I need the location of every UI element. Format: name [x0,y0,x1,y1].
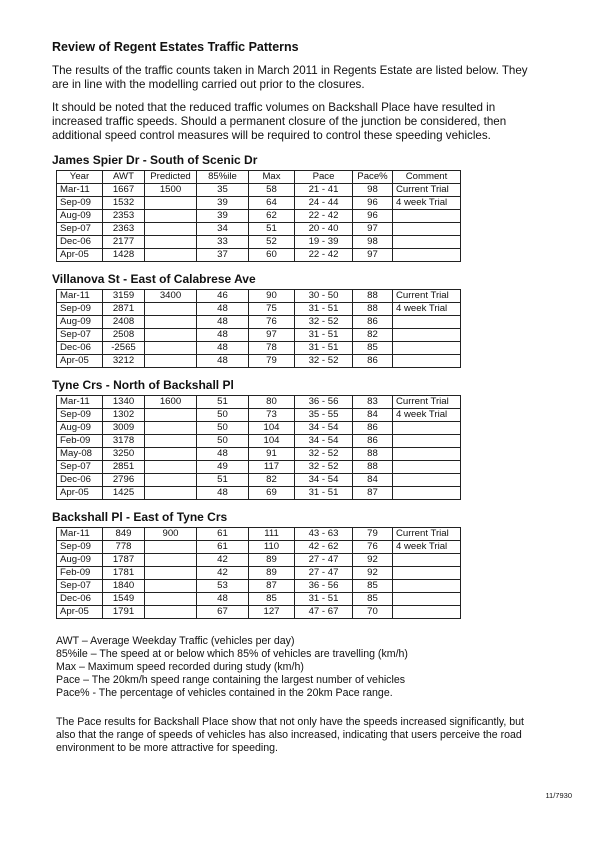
cell-85ile: 61 [197,541,249,554]
cell-awt: 1302 [103,409,145,422]
cell-pace-percent: 86 [353,422,393,435]
speed-note-paragraph: It should be noted that the reduced traffic volumes on Backshall Place have resulted in increased traffic speeds. Should a permanent closure of the junction be considered, then additional speed control measures will be required to control these speeding vehicles. [52,101,507,142]
table-row [57,355,461,368]
cell-year: Apr-05 [57,606,103,619]
cell-pace-percent: 84 [353,474,393,487]
cell-pace-percent: 76 [353,541,393,554]
cell-comment [393,223,461,236]
cell-year: Aug-09 [57,554,103,567]
cell-predicted [145,249,197,262]
cell-comment [393,580,461,593]
cell-pace: 36 - 56 [295,396,353,409]
cell-pace-percent: 98 [353,236,393,249]
cell-pace-percent: 96 [353,210,393,223]
cell-max: 127 [249,606,295,619]
cell-pace: 42 - 62 [295,541,353,554]
cell-85ile: 39 [197,210,249,223]
table-title: Tyne Crs - North of Backshall Pl [52,378,234,392]
cell-awt: 1532 [103,197,145,210]
traffic-table [56,395,461,500]
cell-85ile: 67 [197,606,249,619]
cell-awt: 2177 [103,236,145,249]
cell-predicted: 900 [145,528,197,541]
cell-85ile: 48 [197,487,249,500]
cell-comment [393,474,461,487]
cell-awt: 3178 [103,435,145,448]
cell-year: May-08 [57,448,103,461]
traffic-tables [52,153,538,619]
cell-comment [393,435,461,448]
document-title: Review of Regent Estates Traffic Patterns [52,40,299,54]
cell-comment: 4 week Trial [393,303,461,316]
column-header-pace-percent: Pace% [353,171,393,184]
cell-predicted [145,580,197,593]
cell-pace-percent: 88 [353,303,393,316]
cell-awt: 2796 [103,474,145,487]
cell-pace: 21 - 41 [295,184,353,197]
cell-max: 52 [249,236,295,249]
cell-max: 60 [249,249,295,262]
cell-pace-percent: 85 [353,580,393,593]
legend-awt: AWT – Average Weekday Traffic (vehicles per day) [56,635,295,647]
cell-awt: 849 [103,528,145,541]
cell-year: Sep-09 [57,541,103,554]
cell-pace-percent: 88 [353,448,393,461]
cell-pace: 32 - 52 [295,316,353,329]
cell-predicted: 3400 [145,290,197,303]
cell-predicted [145,435,197,448]
cell-predicted [145,197,197,210]
cell-pace-percent: 96 [353,197,393,210]
intro-paragraph: The results of the traffic counts taken in March 2011 in Regents Estate are listed below. They are in line with the modelling carried out prior to the closures. [52,64,528,91]
cell-predicted [145,409,197,422]
cell-comment: Current Trial [393,290,461,303]
cell-pace: 31 - 51 [295,593,353,606]
cell-pace-percent: 85 [353,342,393,355]
cell-comment [393,487,461,500]
legend-pace: Pace – The 20km/h speed range containing the largest number of vehicles [56,674,406,686]
cell-pace: 30 - 50 [295,290,353,303]
cell-85ile: 50 [197,422,249,435]
cell-year: Aug-09 [57,422,103,435]
cell-predicted [145,210,197,223]
cell-max: 51 [249,223,295,236]
cell-pace-percent: 79 [353,528,393,541]
cell-pace: 32 - 52 [295,448,353,461]
table-row [57,396,461,409]
table-row [57,329,461,342]
cell-85ile: 48 [197,303,249,316]
cell-comment: 4 week Trial [393,409,461,422]
cell-max: 89 [249,554,295,567]
cell-awt: 1425 [103,487,145,500]
cell-85ile: 51 [197,396,249,409]
cell-awt: 1549 [103,593,145,606]
column-header-predicted: Predicted [145,171,197,184]
cell-pace: 31 - 51 [295,303,353,316]
cell-85ile: 39 [197,197,249,210]
table-row [57,184,461,197]
cell-pace: 34 - 54 [295,422,353,435]
cell-comment [393,236,461,249]
table-row [57,249,461,262]
cell-pace-percent: 85 [353,593,393,606]
cell-max: 89 [249,567,295,580]
column-header-year: Year [57,171,103,184]
column-header-85ile: 85%ile [197,171,249,184]
cell-max: 79 [249,355,295,368]
cell-awt: 2508 [103,329,145,342]
table-row [57,606,461,619]
cell-year: Aug-09 [57,210,103,223]
cell-awt: 1787 [103,554,145,567]
cell-predicted [145,487,197,500]
cell-year: Apr-05 [57,249,103,262]
cell-85ile: 53 [197,580,249,593]
cell-pace: 31 - 51 [295,487,353,500]
cell-pace-percent: 82 [353,329,393,342]
cell-pace: 32 - 52 [295,355,353,368]
cell-85ile: 48 [197,355,249,368]
cell-85ile: 42 [197,567,249,580]
cell-max: 117 [249,461,295,474]
cell-awt: 1428 [103,249,145,262]
cell-max: 87 [249,580,295,593]
cell-pace-percent: 84 [353,409,393,422]
cell-max: 111 [249,528,295,541]
cell-predicted [145,554,197,567]
cell-max: 69 [249,487,295,500]
cell-pace-percent: 98 [353,184,393,197]
cell-max: 58 [249,184,295,197]
table-row [57,541,461,554]
cell-year: Sep-07 [57,580,103,593]
cell-awt: 1840 [103,580,145,593]
traffic-table [56,170,461,262]
cell-comment: 4 week Trial [393,197,461,210]
cell-pace-percent: 70 [353,606,393,619]
abbreviation-legend [56,635,538,700]
cell-comment [393,567,461,580]
cell-max: 78 [249,342,295,355]
cell-85ile: 33 [197,236,249,249]
cell-comment [393,422,461,435]
cell-pace: 31 - 51 [295,342,353,355]
cell-year: Sep-07 [57,223,103,236]
table-title: Backshall Pl - East of Tyne Crs [52,510,228,524]
table-row [57,316,461,329]
cell-max: 82 [249,474,295,487]
column-header-comment: Comment [393,171,461,184]
cell-pace: 34 - 54 [295,474,353,487]
cell-pace-percent: 86 [353,355,393,368]
cell-85ile: 48 [197,342,249,355]
cell-predicted [145,541,197,554]
cell-year: Sep-09 [57,409,103,422]
cell-predicted [145,329,197,342]
table-row [57,435,461,448]
cell-85ile: 48 [197,448,249,461]
cell-pace: 27 - 47 [295,554,353,567]
cell-pace-percent: 86 [353,435,393,448]
cell-85ile: 37 [197,249,249,262]
cell-pace: 43 - 63 [295,528,353,541]
column-header-max: Max [249,171,295,184]
cell-85ile: 61 [197,528,249,541]
table-row [57,580,461,593]
table-row [57,474,461,487]
cell-awt: 1667 [103,184,145,197]
cell-85ile: 48 [197,316,249,329]
cell-predicted [145,593,197,606]
cell-awt: 1781 [103,567,145,580]
cell-85ile: 50 [197,435,249,448]
cell-awt: 3009 [103,422,145,435]
table-row [57,290,461,303]
table-row [57,409,461,422]
cell-predicted [145,236,197,249]
cell-awt: 1791 [103,606,145,619]
cell-comment [393,448,461,461]
document-page [52,36,538,755]
table-title: James Spier Dr - South of Scenic Dr [52,153,258,167]
cell-year: Aug-09 [57,316,103,329]
cell-pace: 20 - 40 [295,223,353,236]
cell-max: 104 [249,435,295,448]
cell-year: Feb-09 [57,567,103,580]
cell-max: 97 [249,329,295,342]
cell-comment [393,355,461,368]
cell-year: Dec-06 [57,593,103,606]
cell-awt: 778 [103,541,145,554]
cell-comment [393,329,461,342]
cell-comment: Current Trial [393,528,461,541]
table-title: Villanova St - East of Calabrese Ave [52,272,256,286]
table-row [57,236,461,249]
cell-pace-percent: 92 [353,567,393,580]
cell-predicted [145,606,197,619]
cell-pace: 35 - 55 [295,409,353,422]
cell-awt: 3212 [103,355,145,368]
cell-85ile: 49 [197,461,249,474]
cell-pace-percent: 88 [353,461,393,474]
cell-max: 90 [249,290,295,303]
cell-pace: 47 - 67 [295,606,353,619]
traffic-table [56,289,461,368]
cell-predicted [145,223,197,236]
cell-85ile: 42 [197,554,249,567]
cell-year: Sep-09 [57,303,103,316]
cell-pace: 24 - 44 [295,197,353,210]
cell-year: Dec-06 [57,236,103,249]
column-header-awt: AWT [103,171,145,184]
cell-comment [393,554,461,567]
cell-awt: -2565 [103,342,145,355]
cell-pace-percent: 92 [353,554,393,567]
cell-predicted [145,461,197,474]
cell-max: 91 [249,448,295,461]
cell-year: Apr-05 [57,487,103,500]
cell-max: 76 [249,316,295,329]
cell-year: Dec-06 [57,474,103,487]
cell-max: 64 [249,197,295,210]
cell-pace: 22 - 42 [295,210,353,223]
cell-85ile: 35 [197,184,249,197]
cell-awt: 3250 [103,448,145,461]
cell-predicted [145,474,197,487]
table-row [57,528,461,541]
cell-awt: 2363 [103,223,145,236]
legend-max: Max – Maximum speed recorded during study (km/h) [56,661,304,673]
cell-predicted: 1500 [145,184,197,197]
cell-pace: 36 - 56 [295,580,353,593]
cell-predicted [145,303,197,316]
traffic-table [56,527,461,619]
cell-85ile: 46 [197,290,249,303]
table-row [57,448,461,461]
cell-comment [393,342,461,355]
table-row [57,223,461,236]
table-row [57,554,461,567]
table-row [57,303,461,316]
legend-85ile: 85%ile – The speed at or below which 85% of vehicles are travelling (km/h) [56,648,408,660]
cell-85ile: 51 [197,474,249,487]
conclusion-paragraph: The Pace results for Backshall Place show that not only have the speeds increased significantly, but also that the range of speeds of vehicles has also increased, indicating that users perceive the road environment to be more attractive for speeding. [56,716,524,754]
table-row [57,461,461,474]
cell-comment [393,249,461,262]
table-row [57,487,461,500]
column-header-pace: Pace [295,171,353,184]
cell-year: Feb-09 [57,435,103,448]
cell-85ile: 50 [197,409,249,422]
cell-year: Mar-11 [57,290,103,303]
cell-pace-percent: 86 [353,316,393,329]
cell-comment: Current Trial [393,396,461,409]
cell-awt: 2851 [103,461,145,474]
table-row [57,210,461,223]
cell-year: Apr-05 [57,355,103,368]
cell-max: 62 [249,210,295,223]
legend-pace-percent: Pace% - The percentage of vehicles contained in the 20km Pace range. [56,687,393,699]
cell-awt: 3159 [103,290,145,303]
cell-comment: 4 week Trial [393,541,461,554]
cell-awt: 2353 [103,210,145,223]
table-row [57,197,461,210]
cell-year: Sep-07 [57,329,103,342]
cell-pace-percent: 83 [353,396,393,409]
table-row [57,422,461,435]
cell-predicted [145,567,197,580]
cell-comment [393,606,461,619]
table-row [57,567,461,580]
cell-pace: 27 - 47 [295,567,353,580]
cell-predicted: 1600 [145,396,197,409]
cell-85ile: 48 [197,593,249,606]
cell-max: 73 [249,409,295,422]
cell-predicted [145,342,197,355]
cell-pace: 19 - 39 [295,236,353,249]
table-row [57,342,461,355]
cell-max: 75 [249,303,295,316]
table-row [57,593,461,606]
cell-pace: 32 - 52 [295,461,353,474]
cell-pace-percent: 97 [353,223,393,236]
cell-comment [393,593,461,606]
cell-awt: 2871 [103,303,145,316]
cell-pace-percent: 87 [353,487,393,500]
cell-max: 104 [249,422,295,435]
cell-pace: 34 - 54 [295,435,353,448]
cell-85ile: 34 [197,223,249,236]
cell-max: 110 [249,541,295,554]
cell-predicted [145,448,197,461]
cell-85ile: 48 [197,329,249,342]
cell-awt: 1340 [103,396,145,409]
cell-predicted [145,355,197,368]
cell-predicted [145,316,197,329]
cell-predicted [145,422,197,435]
cell-year: Mar-11 [57,184,103,197]
cell-comment [393,210,461,223]
cell-year: Sep-09 [57,197,103,210]
cell-comment [393,316,461,329]
table-header-row [57,171,461,184]
cell-pace-percent: 88 [353,290,393,303]
cell-year: Sep-07 [57,461,103,474]
cell-pace: 31 - 51 [295,329,353,342]
cell-year: Dec-06 [57,342,103,355]
cell-awt: 2408 [103,316,145,329]
cell-max: 85 [249,593,295,606]
cell-comment [393,461,461,474]
cell-pace: 22 - 42 [295,249,353,262]
cell-year: Mar-11 [57,396,103,409]
document-reference: 11/7930 [545,791,572,800]
cell-max: 80 [249,396,295,409]
cell-comment: Current Trial [393,184,461,197]
cell-year: Mar-11 [57,528,103,541]
cell-pace-percent: 97 [353,249,393,262]
